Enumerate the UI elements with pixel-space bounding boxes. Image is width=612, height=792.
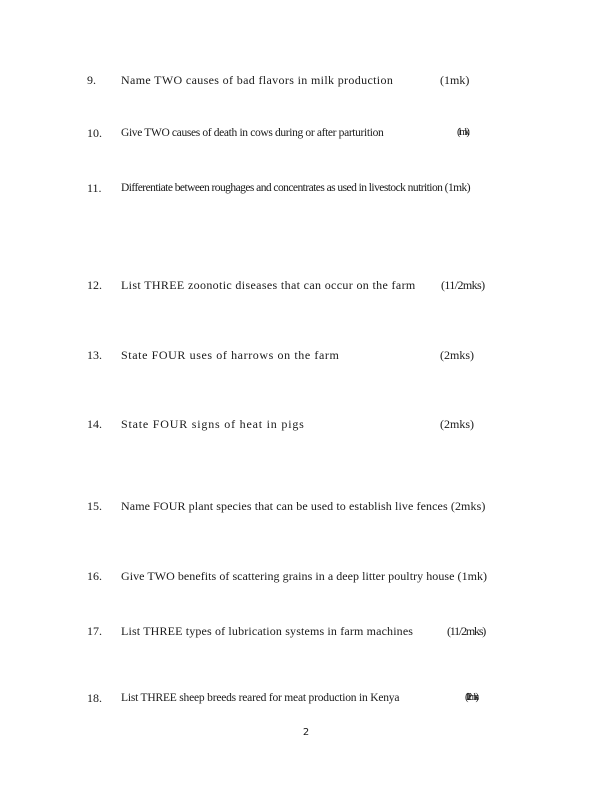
page-number: 2 — [302, 727, 310, 738]
question-text: State FOUR signs of heat in pigs — [121, 417, 305, 431]
question-body: Differentiate between roughages and concentrates as used in livestock nutrition — [121, 182, 443, 194]
question-12 — [0, 275, 612, 295]
question-number: 9. — [87, 73, 96, 87]
question-marks: (11/2mks) — [441, 278, 485, 292]
question-marks: (1mk) — [444, 182, 471, 194]
question-11 — [0, 178, 612, 198]
question-marks: (1mk) — [457, 127, 467, 138]
question-9 — [0, 70, 612, 90]
question-marks: (11/2mks) — [465, 692, 476, 703]
question-text: List THREE types of lubrication systems in farm machines — [121, 624, 414, 638]
question-number: 10. — [87, 126, 102, 140]
question-marks: (1mk) — [440, 73, 470, 87]
question-text: State FOUR uses of harrows on the farm — [121, 348, 340, 362]
question-marks: (2mks) — [450, 499, 486, 513]
question-number: 17. — [87, 624, 102, 638]
question-text — [121, 566, 487, 586]
question-marks: (11/2mks) — [447, 624, 486, 638]
question-marks: (1mk) — [457, 569, 488, 583]
question-number: 18. — [87, 691, 102, 705]
question-14 — [0, 414, 612, 434]
question-marks: (2mks) — [440, 348, 474, 362]
question-15 — [0, 496, 612, 516]
question-marks: (2mks) — [440, 417, 474, 431]
question-body: Name FOUR plant species that can be used to establish live fences — [121, 499, 448, 513]
question-number: 13. — [87, 348, 102, 362]
question-text — [121, 496, 485, 516]
question-16 — [0, 566, 612, 586]
question-number: 16. — [87, 569, 102, 583]
question-text: List THREE sheep breeds reared for meat production in Kenya — [121, 692, 400, 704]
question-10 — [0, 123, 612, 143]
question-text: List THREE zoonotic diseases that can occur on the farm — [121, 278, 416, 292]
question-text: Name TWO causes of bad flavors in milk production — [121, 73, 394, 87]
question-17 — [0, 621, 612, 641]
question-number: 14. — [87, 417, 102, 431]
question-13 — [0, 345, 612, 365]
question-18 — [0, 688, 612, 708]
question-number: 15. — [87, 499, 102, 513]
question-body: Give TWO benefits of scattering grains in a deep litter poultry house — [121, 569, 455, 583]
question-text: Give TWO causes of death in cows during or after parturition — [121, 127, 384, 139]
question-number: 11. — [87, 181, 102, 195]
question-number: 12. — [87, 278, 102, 292]
question-text — [121, 178, 470, 198]
